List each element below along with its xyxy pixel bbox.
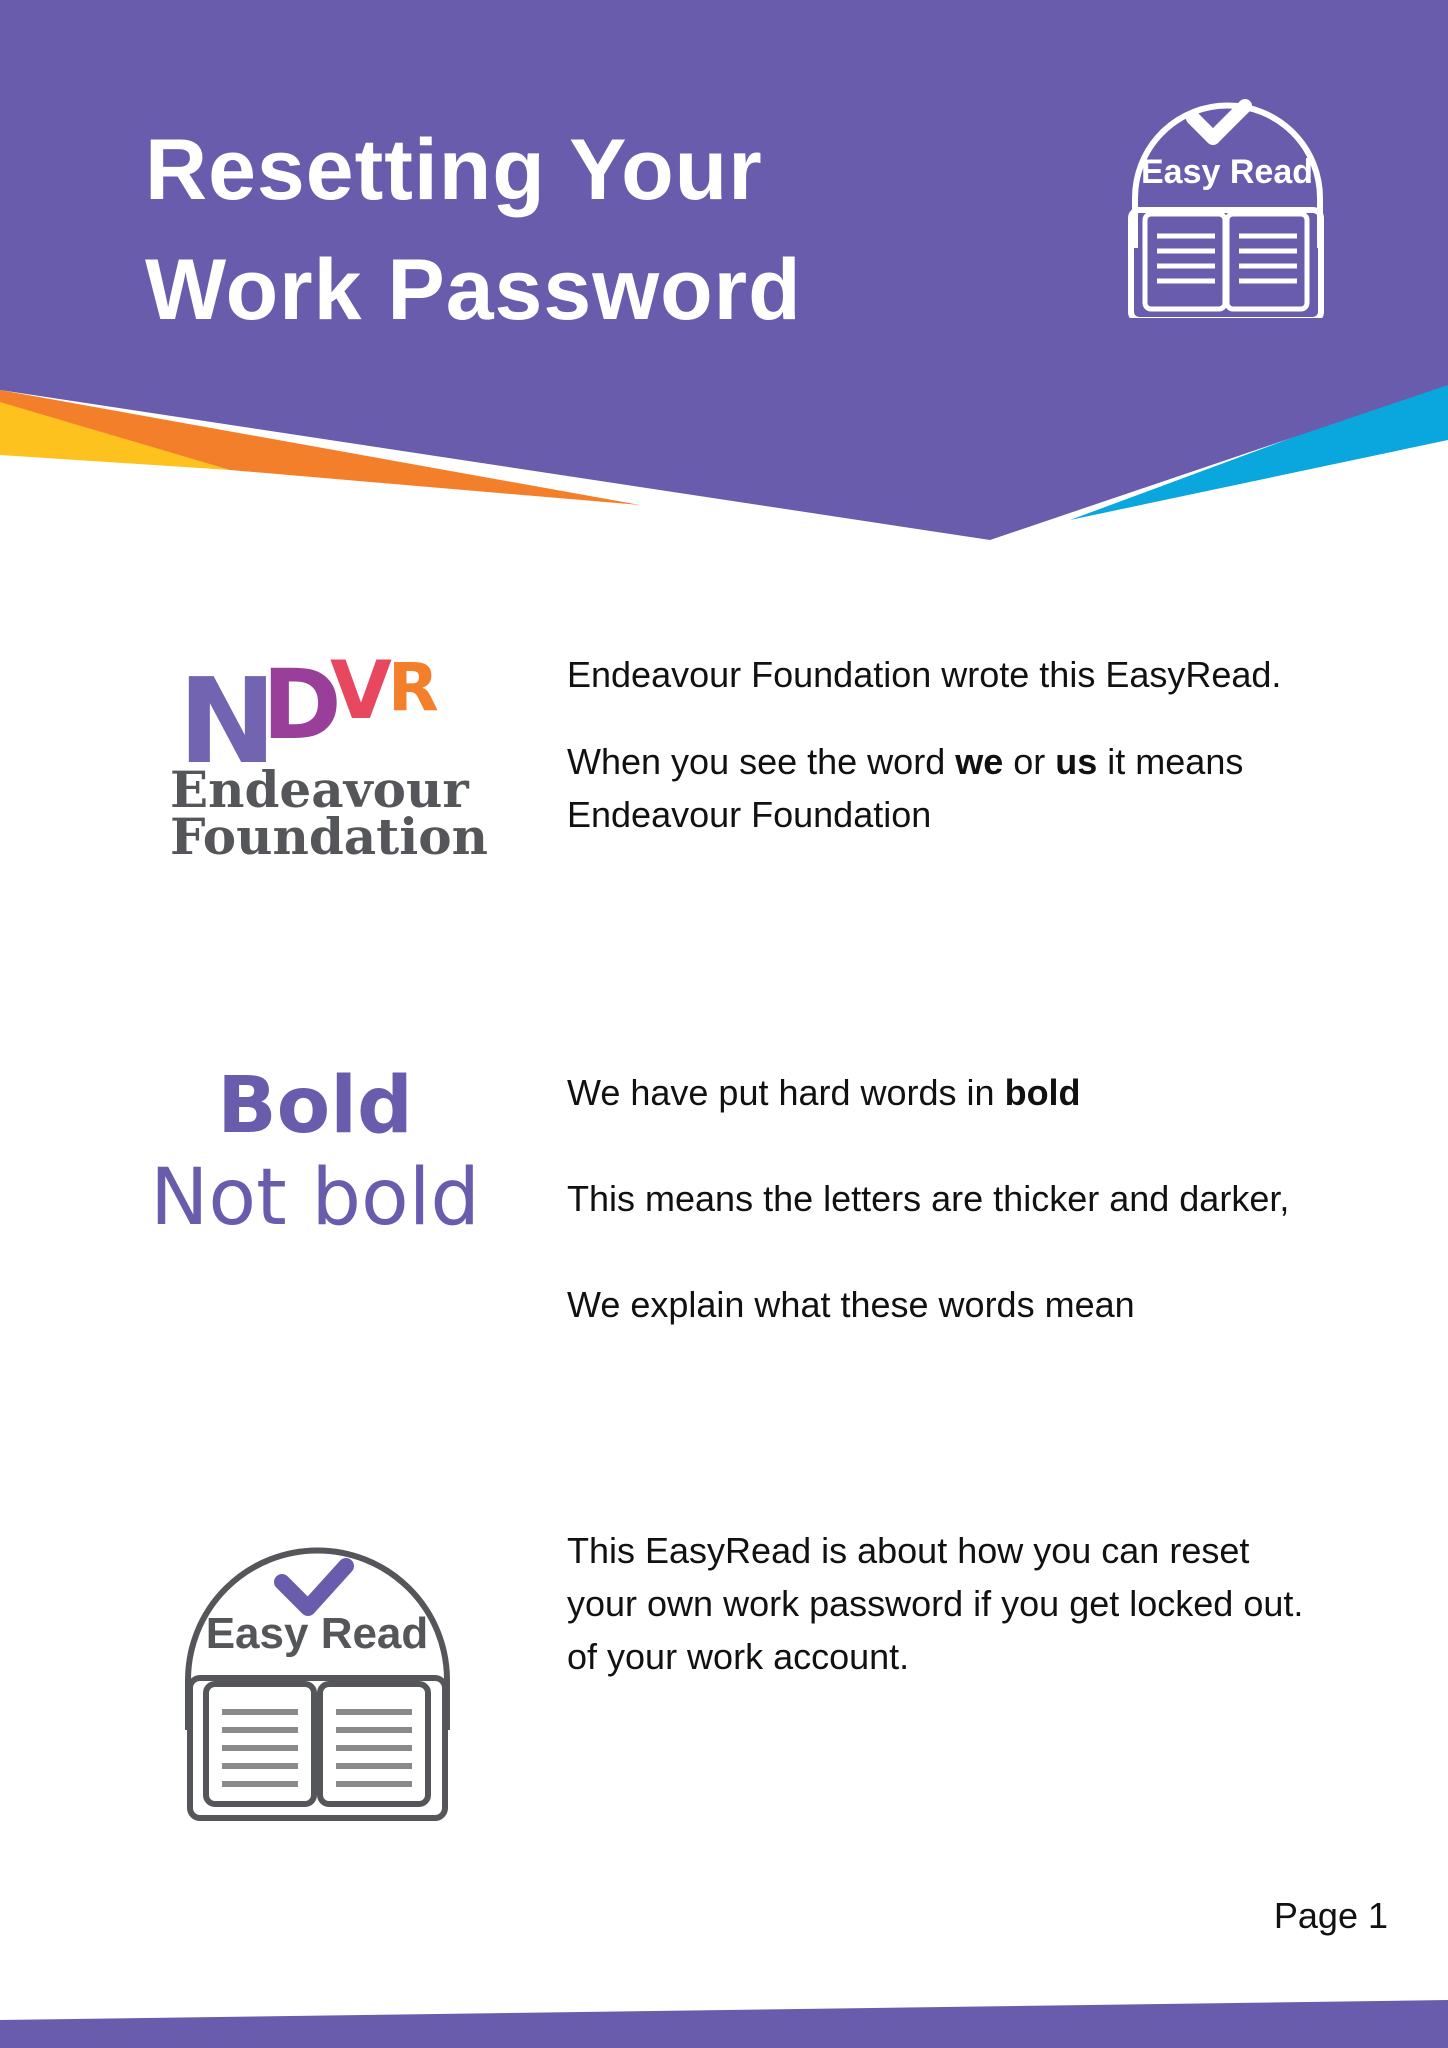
bold-paragraph-2: This means the letters are thicker and darker, bbox=[567, 1178, 1290, 1219]
intro-text bbox=[567, 648, 1387, 841]
bold-word-us: us bbox=[1055, 741, 1098, 782]
bold-example-text: Bold bbox=[217, 1061, 413, 1151]
easy-read-badge-icon bbox=[1115, 88, 1340, 318]
bold-example bbox=[140, 1060, 490, 1244]
svg-text:N: N bbox=[178, 652, 277, 770]
svg-text:V: V bbox=[330, 644, 392, 737]
page-title bbox=[145, 110, 802, 350]
svg-text:D: D bbox=[262, 649, 342, 761]
footer-bar bbox=[0, 1995, 1448, 2048]
badge-label: Easy Read bbox=[1141, 153, 1313, 191]
bold-word-bold: bold bbox=[1004, 1072, 1081, 1113]
endeavour-foundation-logo bbox=[170, 640, 488, 870]
about-line-1: This EasyRead is about how you can reset bbox=[567, 1530, 1250, 1571]
easy-read-book-icon bbox=[170, 1530, 465, 1825]
about-line-3: of your work account. bbox=[567, 1636, 910, 1677]
intro-paragraph-2: When you see the word we or us it means Endeavour Foundation bbox=[567, 741, 1244, 835]
title-line-2: Work Password bbox=[145, 242, 802, 338]
bold-paragraph-1: We have put hard words in bold bbox=[567, 1072, 1081, 1113]
title-line-1: Resetting Your bbox=[145, 122, 763, 218]
ndvr-logo-icon bbox=[170, 640, 470, 770]
logo-word-endeavour: Endeavour bbox=[170, 760, 469, 819]
about-text bbox=[567, 1524, 1387, 1683]
bold-explanation-text bbox=[567, 1066, 1387, 1331]
logo-word-foundation: Foundation bbox=[170, 807, 488, 866]
intro-paragraph-1: Endeavour Foundation wrote this EasyRead. bbox=[567, 654, 1282, 695]
bold-word-we: we bbox=[955, 741, 1004, 782]
page-number: Page 1 bbox=[1273, 1895, 1388, 1936]
book-badge-label: Easy Read bbox=[205, 1609, 429, 1658]
about-line-2: your own work password if you get locked out. bbox=[567, 1583, 1304, 1624]
svg-text:R: R bbox=[388, 649, 439, 726]
bold-paragraph-3: We explain what these words mean bbox=[567, 1284, 1135, 1325]
not-bold-example-text: Not bold bbox=[150, 1153, 480, 1243]
